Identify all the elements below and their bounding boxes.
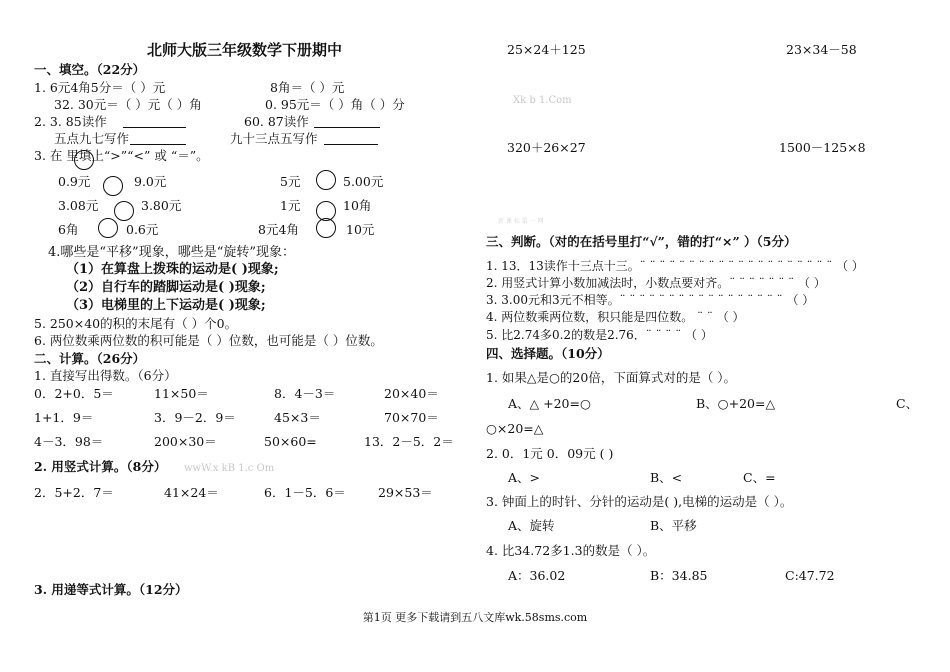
choice-option: A、> xyxy=(508,470,541,485)
cmp-r2b: 3.80元 xyxy=(141,198,182,213)
answer-blank[interactable] xyxy=(123,127,186,128)
choice-option: B、○+20=△ xyxy=(696,396,776,411)
q1-c: 32. 30元＝（ ）元（ ）角 xyxy=(54,97,202,112)
compare-circle[interactable] xyxy=(103,176,123,196)
judge-item: 4. 两位数乘两位数，积只能是四位数。 ¨ ¨ （ ） xyxy=(486,310,745,324)
choice-option: C:47.72 xyxy=(785,568,835,583)
answer-blank[interactable] xyxy=(314,127,380,128)
choice-q4: 4. 比34.72多1.3的数是（ ）。 xyxy=(486,543,656,558)
calc-item: 3．9－2．9＝ xyxy=(154,410,236,425)
compare-circle[interactable] xyxy=(114,201,134,221)
page-footer: 第1页 更多下载请到五八文库wk.58sms.com xyxy=(362,611,588,624)
cmp-r1d: 5.00元 xyxy=(343,174,384,189)
compare-circle[interactable] xyxy=(74,150,94,170)
q3: 3. 在 里填上“>”“<” 或 “＝”。 xyxy=(34,148,209,163)
q4: 4.哪些是“平移”现象，哪些是“旋转”现象： xyxy=(48,245,295,260)
calc-sub-3: 3. 用递等式计算。（12分） xyxy=(34,582,188,597)
watermark-text: wwW.x kB 1.c Om xyxy=(184,463,275,474)
compare-circle[interactable] xyxy=(316,218,336,238)
choice-option: C、 xyxy=(896,396,919,411)
choice-q3: 3. 钟面上的时针、分针的运动是( ),电梯的运动是（ ）。 xyxy=(486,494,793,509)
calc-item: 8．4－3＝ xyxy=(274,386,336,401)
choice-option: B：34.85 xyxy=(650,568,708,583)
cmp-r3d: 10元 xyxy=(346,222,375,237)
q4-item-3: （3）电梯里的上下运动是( )现象; xyxy=(66,298,266,313)
cmp-r2d: 10角 xyxy=(343,198,372,213)
choice-option: B、平移 xyxy=(650,518,697,533)
calc-item: 0．2+0．5＝ xyxy=(34,386,114,401)
cmp-r1c: 5元 xyxy=(280,174,301,189)
q2-b: 60. 87读作 xyxy=(244,114,309,129)
compare-circle[interactable] xyxy=(316,170,336,190)
answer-blank[interactable] xyxy=(324,144,378,145)
calc-sub-2: 2. 用竖式计算。（8分） xyxy=(34,459,167,474)
section-4-heading: 四、选择题。（10分） xyxy=(486,346,610,361)
choice-q1: 1. 如果△是○的20倍，下面算式对的是（ ）。 xyxy=(486,370,737,385)
q1-d: 0. 95元＝（ ）角（ ）分 xyxy=(265,97,405,112)
q6: 6. 两位数乘两位数的积可能是（ ）位数，也可能是（ ）位数。 xyxy=(34,333,383,348)
calc-item: 200×30＝ xyxy=(154,434,217,449)
section-2-heading: 二、计算。（26分） xyxy=(34,351,146,366)
calc-item: 4－3．98＝ xyxy=(34,434,104,449)
judge-item: 5. 比2.74多0.2的数是2.76．¨ ¨ ¨ ¨ （ ） xyxy=(486,328,713,342)
vertical-calc: 2．5+2．7＝ xyxy=(34,485,114,500)
calc-item: 1+1．9＝ xyxy=(34,410,94,425)
q2-c: 五点九七写作 xyxy=(54,131,130,146)
choice-q2: 2. 0．1元 0．09元 ( ) xyxy=(486,446,614,461)
section-1-heading: 一、填空。（22分） xyxy=(34,62,146,77)
cmp-r2a: 3.08元 xyxy=(58,198,99,213)
stepwise-calc: 25×24＋125 xyxy=(507,42,586,57)
watermark-text: 新 课 标 第 一 网 xyxy=(498,218,544,225)
cmp-r3b: 0.6元 xyxy=(126,222,159,237)
cmp-r3a: 6角 xyxy=(58,222,79,237)
judge-item: 1. 13．13读作十三点十三。¨ ¨ ¨ ¨ ¨ ¨ ¨ ¨ ¨ ¨ ¨ ¨ ¨ ¨ ¨ ¨ ¨ ¨ ¨ ¨ （ ） xyxy=(486,259,864,273)
section-3-heading: 三、判断。（对的在括号里打“√”，错的打“×” ）（5分） xyxy=(486,234,797,249)
q4-item-1: （1）在算盘上拨珠的运动是( )现象; xyxy=(66,262,279,277)
judge-item: 2. 用竖式计算小数加减法时，小数点要对齐。¨ ¨ ¨ ¨ ¨ ¨ ¨ （ ） xyxy=(486,276,826,290)
cmp-r1a: 0.9元 xyxy=(58,174,91,189)
calc-item: 20×40＝ xyxy=(384,386,439,401)
calc-sub-1: 1. 直接写出得数。（6分） xyxy=(34,368,177,383)
calc-item: 70×70＝ xyxy=(384,410,439,425)
choice-option: A、△ +20=○ xyxy=(508,396,591,411)
compare-circle[interactable] xyxy=(98,218,118,238)
choice-option: A：36.02 xyxy=(508,568,566,583)
judge-item: 3. 3.00元和3元不相等。¨ ¨ ¨ ¨ ¨ ¨ ¨ ¨ ¨ ¨ ¨ ¨ ¨ ¨ ¨ ¨ ¨ （ ） xyxy=(486,293,815,307)
calc-item: 13．2－5．2＝ xyxy=(364,434,454,449)
choice-option: C、= xyxy=(743,470,776,485)
calc-item: 50×60= xyxy=(264,434,317,449)
calc-item: 45×3＝ xyxy=(274,410,321,425)
cmp-r3c: 8元4角 xyxy=(258,222,299,237)
calc-item: 11×50＝ xyxy=(154,386,209,401)
q1-a: 1. 6元4角5分＝（ ）元 xyxy=(34,80,166,95)
vertical-calc: 29×53＝ xyxy=(378,485,433,500)
stepwise-calc: 23×34－58 xyxy=(786,42,857,57)
vertical-calc: 6．1－5．6＝ xyxy=(264,485,346,500)
q4-item-2: （2）自行车的踏脚运动是( )现象; xyxy=(66,280,266,295)
cmp-r1b: 9.0元 xyxy=(134,174,167,189)
choice-option: B、< xyxy=(650,470,683,485)
q1-b: 8角＝（ ）元 xyxy=(270,80,345,95)
q5: 5. 250×40的积的末尾有（ ）个0。 xyxy=(34,316,238,331)
answer-blank[interactable] xyxy=(130,144,186,145)
cmp-r2c: 1元 xyxy=(280,198,301,213)
stepwise-calc: 320＋26×27 xyxy=(507,140,586,155)
page-title: 北师大版三年级数学下册期中 xyxy=(147,41,343,59)
q2-a: 2. 3. 85读作 xyxy=(34,114,107,129)
choice-option: A、旋转 xyxy=(508,518,555,533)
watermark-text: Xk b 1.Com xyxy=(513,95,572,106)
choice-option: ○×20=△ xyxy=(486,421,544,436)
vertical-calc: 41×24＝ xyxy=(164,485,219,500)
stepwise-calc: 1500－125×8 xyxy=(779,140,866,155)
q2-d: 九十三点五写作 xyxy=(230,131,318,146)
